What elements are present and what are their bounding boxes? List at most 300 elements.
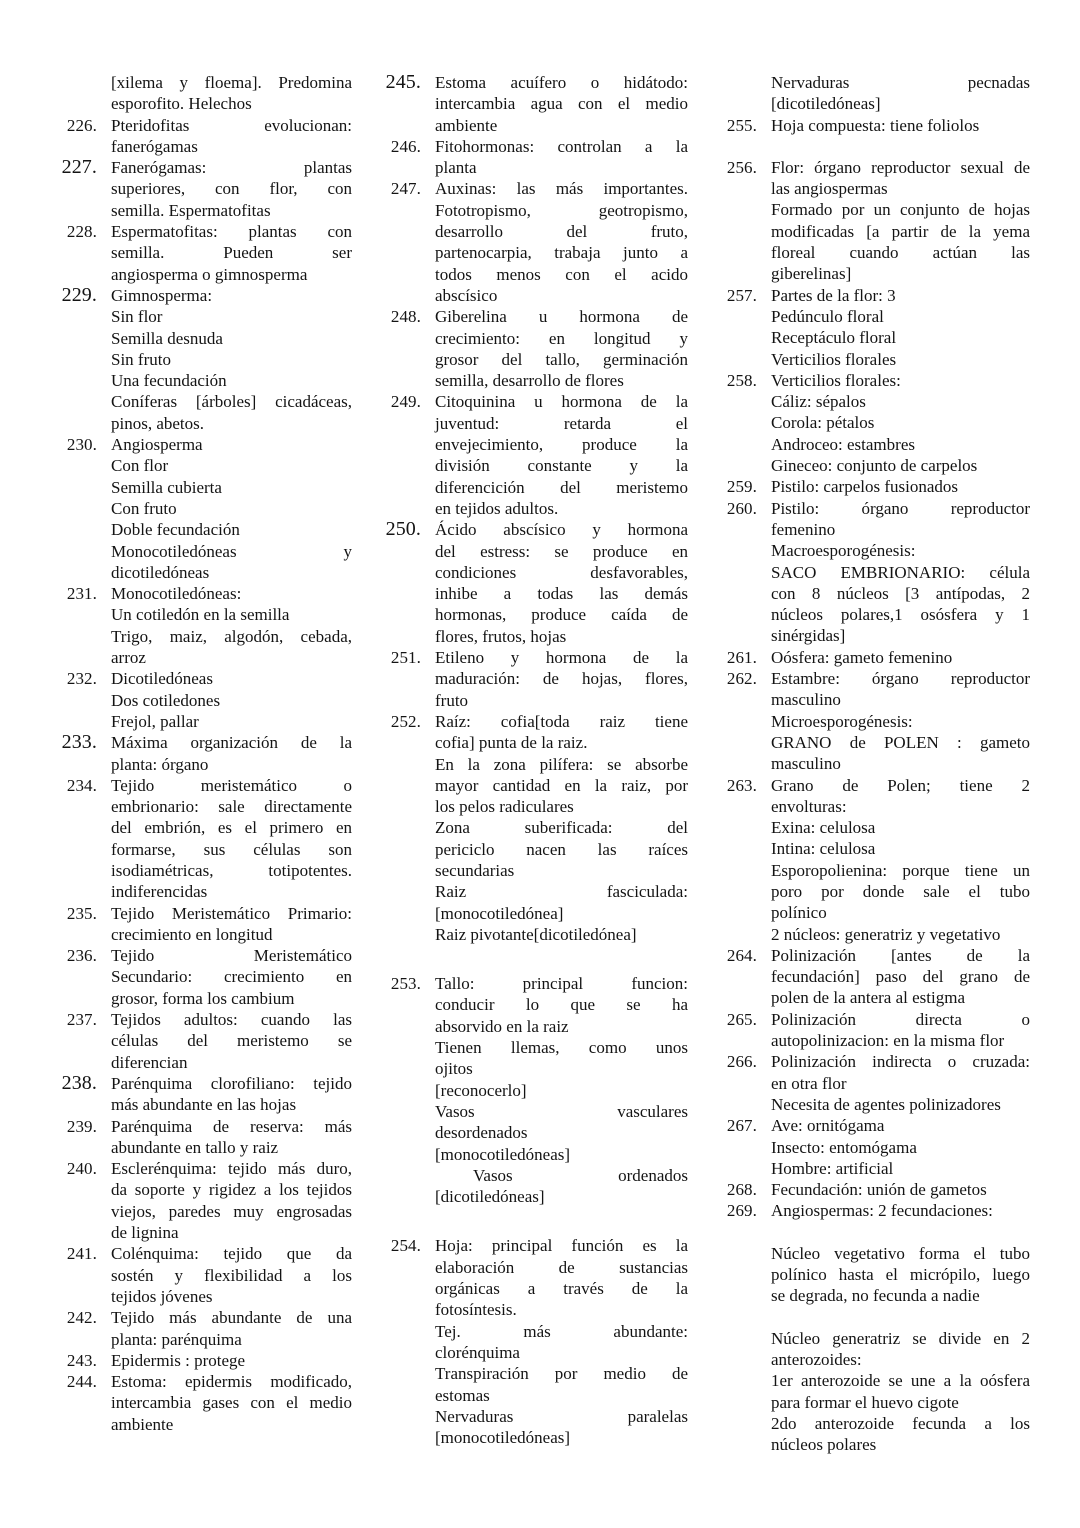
paragraph-gap — [374, 1207, 688, 1235]
entry-line: Polinización [antes de la — [771, 945, 1030, 965]
entry-line: Nervaduras paralelas — [435, 1406, 688, 1426]
entry-line: hormonas, produce caída de — [435, 605, 688, 625]
entry-line: Pteridofitas evolucionan: — [111, 115, 352, 135]
entry-body — [771, 945, 1030, 1009]
numbered-entry — [50, 285, 352, 434]
entry-line: en tejidos adultos. — [435, 498, 559, 518]
entry-line: Exina: celulosa — [771, 818, 876, 838]
entry-line: Dos cotiledones — [111, 690, 221, 710]
numbered-entry — [50, 775, 352, 903]
entry-body — [435, 711, 688, 945]
entry-line: dicotiledóneas — [111, 562, 210, 582]
entry-body — [111, 1307, 352, 1350]
entry-line: [monocotiledónea] — [435, 903, 564, 923]
numbered-entry — [50, 1158, 352, 1243]
entry-line: del embrión, es el primero en — [111, 818, 352, 838]
entry-line: fruto — [435, 690, 469, 710]
entry-number: 232. — [66, 669, 97, 689]
entry-body — [111, 775, 352, 903]
entry-line: [monocotiledóneas] — [435, 1144, 571, 1164]
entry-line: Polinización directa o — [771, 1009, 1030, 1029]
entry-line: anterozoides: — [771, 1349, 862, 1369]
paragraph-gap — [374, 945, 688, 973]
entry-line: Tejido meristemático o — [111, 775, 352, 795]
entry-body — [771, 115, 1030, 136]
entry-line: Tejido más abundante de una — [111, 1308, 352, 1328]
entry-line: Polinización indirecta o cruzada: — [771, 1052, 1030, 1072]
entry-line: Corola: pétalos — [771, 413, 875, 433]
entry-line: envolturas: — [771, 796, 847, 816]
entry-line: [xilema y floema]. Predomina — [111, 73, 352, 92]
entry-body — [771, 285, 1030, 370]
entry-line: Flor: órgano reproductor sexual de — [771, 157, 1030, 177]
entry-body — [111, 668, 352, 732]
entry-body — [111, 115, 352, 158]
entry-line: desordenados — [435, 1123, 528, 1143]
entry-body — [771, 1200, 1030, 1221]
entry-line: Frejol, pallar — [111, 711, 199, 731]
numbered-entry — [50, 1371, 352, 1435]
entry-line: estomas — [435, 1385, 490, 1405]
entry-line: indiferencidas — [111, 882, 208, 902]
entry-line: grosor, forma los cambium — [111, 988, 295, 1008]
entry-line: Fanerógamas: plantas — [111, 158, 352, 178]
entry-number: 267. — [726, 1116, 757, 1136]
numbered-entry — [710, 945, 1030, 1009]
entry-line: Trigo, maiz, algodón, cebada, — [111, 626, 352, 646]
entry-body — [111, 945, 352, 1009]
entry-body — [435, 72, 688, 136]
entry-number: 242. — [66, 1308, 97, 1328]
entry-line: [dicotiledóneas] — [771, 94, 881, 114]
continuation-entry — [710, 1328, 1030, 1456]
entry-line: sostén y flexibilidad a los — [111, 1265, 352, 1285]
entry-number: 261. — [726, 647, 757, 667]
entry-line: Etileno y hormona de la — [435, 648, 688, 668]
entry-number: 269. — [726, 1201, 757, 1221]
entry-line: Grano de Polen; tiene 2 — [771, 775, 1030, 795]
text-column-2 — [362, 72, 698, 1448]
entry-number: 233. — [61, 731, 97, 754]
entry-line: angiosperma o gimnosperma — [111, 264, 308, 284]
numbered-entry — [50, 1073, 352, 1116]
entry-line: modificadas [a partir de la yema — [771, 221, 1030, 241]
entry-body — [771, 370, 1030, 476]
entry-body — [771, 498, 1030, 647]
entry-line: Formado por un conjunto de hojas — [771, 200, 1030, 220]
entry-number: 256. — [726, 157, 757, 177]
entry-line: Semilla desnuda — [111, 328, 223, 348]
entry-body — [771, 476, 1030, 497]
numbered-entry — [710, 476, 1030, 497]
entry-line: Hombre: artificial — [771, 1158, 894, 1178]
entry-line: viejos, paredes muy engrosadas — [111, 1201, 352, 1221]
entry-line: Núcleo generatriz se divide en 2 — [771, 1328, 1030, 1348]
entry-number: 228. — [66, 222, 97, 242]
entry-number: 247. — [390, 179, 421, 199]
entry-number: 254. — [390, 1236, 421, 1256]
entry-line: las angiospermas — [771, 179, 888, 199]
entry-body — [435, 136, 688, 179]
entry-body — [111, 1116, 352, 1159]
entry-body — [111, 1009, 352, 1073]
entry-line: más abundante en las hojas — [111, 1095, 297, 1115]
entry-line: envejecimiento, produce la — [435, 435, 688, 455]
entry-line: planta — [435, 158, 477, 178]
numbered-entry — [710, 1200, 1030, 1221]
entry-number: 240. — [66, 1159, 97, 1179]
entry-line: Raiz pivotante[dicotiledónea] — [435, 924, 637, 944]
entry-line: grosor del tallo, germinación — [435, 349, 688, 369]
entry-line: Máxima organización de la — [111, 733, 352, 753]
entry-line: Raíz: cofia[toda raiz tiene — [435, 711, 688, 731]
numbered-entry — [374, 647, 688, 711]
entry-body — [111, 221, 352, 285]
entry-body — [435, 519, 688, 647]
entry-body — [771, 157, 1030, 285]
entry-line: Nervaduras pecnadas — [771, 73, 1030, 92]
entry-line: Macroesporogénesis: — [771, 541, 916, 561]
entry-line: Receptáculo floral — [771, 328, 897, 348]
entry-line: se degrada, no fecunda a nadie — [771, 1286, 980, 1306]
entry-line: Hoja: principal función es la — [435, 1236, 688, 1256]
entry-line: [monocotiledóneas] — [435, 1428, 571, 1448]
entry-line: isodiamétricas, totipotentes. — [111, 860, 352, 880]
entry-body — [111, 1350, 352, 1371]
entry-line: intercambia agua con el medio — [435, 94, 688, 114]
entry-line: Dicotiledóneas — [111, 669, 213, 689]
numbered-entry — [710, 498, 1030, 647]
numbered-entry — [710, 668, 1030, 774]
entry-line: los pelos radiculares — [435, 797, 574, 817]
entry-line: Citoquinina u hormona de la — [435, 392, 688, 412]
numbered-entry — [50, 668, 352, 732]
entry-line: intercambia gases con el medio — [111, 1393, 352, 1413]
entry-line: Verticilios florales — [771, 349, 897, 369]
entry-body — [111, 1371, 352, 1435]
entry-line: partenocarpia, trabaja junto a — [435, 243, 688, 263]
entry-line: elaboración de sustancias — [435, 1257, 688, 1277]
entry-line: ojitos — [435, 1059, 473, 1079]
entry-body — [435, 391, 688, 519]
entry-line: Secundario: crecimiento en — [111, 967, 352, 987]
entry-line: giberelinas] — [771, 264, 852, 284]
entry-body — [111, 1073, 352, 1116]
entry-body — [435, 178, 688, 306]
entry-body — [771, 775, 1030, 945]
entry-number: 259. — [726, 477, 757, 497]
entry-line: Parénquima de reserva: más — [111, 1116, 352, 1136]
entry-line: fanerógamas — [111, 136, 198, 156]
entry-line: Tejido Meristemático Primario: — [111, 903, 352, 923]
entry-line: semilla, desarrollo de flores — [435, 371, 624, 391]
numbered-entry — [50, 732, 352, 775]
entry-line: condiciones desfavorables, — [435, 562, 688, 582]
entry-line: Fitohormonas: controlan a la — [435, 136, 688, 156]
entry-line: Epidermis : protege — [111, 1350, 246, 1370]
paragraph-gap — [710, 136, 1030, 157]
entry-line: flores, frutos, hojas — [435, 626, 567, 646]
entry-body — [771, 72, 1030, 115]
entry-body — [435, 647, 688, 711]
entry-line: orgánicas a través de la — [435, 1279, 688, 1299]
entry-number: 266. — [726, 1052, 757, 1072]
numbered-entry — [710, 647, 1030, 668]
entry-line: del estress: se produce en — [435, 541, 688, 561]
entry-line: Pedúnculo floral — [771, 306, 884, 326]
entry-body — [771, 1009, 1030, 1052]
entry-line: polen de la antera al estigma — [771, 988, 965, 1008]
entry-number: 264. — [726, 945, 757, 965]
entry-line: Ácido abscísico y hormona — [435, 520, 688, 540]
entry-body — [111, 1243, 352, 1307]
entry-body — [771, 1243, 1030, 1307]
entry-line: Doble fecundación — [111, 520, 240, 540]
entry-line: maduración: de hojas, flores, — [435, 669, 688, 689]
numbered-entry — [374, 178, 688, 306]
entry-line: ambiente — [435, 115, 498, 135]
entry-body — [771, 1115, 1030, 1179]
numbered-entry — [710, 1051, 1030, 1115]
entry-line: Coníferas [árboles] cicadáceas, — [111, 392, 352, 412]
entry-line: abscísico — [435, 285, 498, 305]
entry-line: ambiente — [111, 1414, 174, 1434]
numbered-entry — [374, 391, 688, 519]
entry-number: 253. — [390, 974, 421, 994]
entry-line: Tej. más abundante: — [435, 1321, 688, 1341]
entry-line: núcleos polares,1 osósfera y 1 — [771, 605, 1030, 625]
entry-number: 235. — [66, 903, 97, 923]
entry-line: cofia] punta de la raiz. — [435, 733, 588, 753]
entry-line: diferencición del meristemo — [435, 477, 688, 497]
entry-line: periciclo nacen las raíces — [435, 839, 688, 859]
entry-line: femenino — [771, 519, 836, 539]
entry-line: planta: órgano — [111, 754, 209, 774]
entry-line: polínico hasta el micrópilo, luego — [771, 1265, 1030, 1285]
continuation-entry — [50, 72, 352, 115]
entry-line: Vasos ordenados — [473, 1165, 688, 1185]
entry-line: planta: parénquima — [111, 1329, 242, 1349]
entry-line: Sin fruto — [111, 349, 171, 369]
entry-number: 260. — [726, 498, 757, 518]
entry-line: mayor cantidad en la raiz, por — [435, 775, 688, 795]
entry-line: masculino — [771, 754, 841, 774]
numbered-entry — [374, 72, 688, 136]
entry-line: Colénquima: tejido que da — [111, 1244, 352, 1264]
numbered-entry — [710, 115, 1030, 136]
continuation-entry — [710, 1243, 1030, 1307]
numbered-entry — [50, 945, 352, 1009]
entry-number: 227. — [61, 156, 97, 179]
entry-line: Con flor — [111, 456, 169, 476]
entry-line: en otra flor — [771, 1073, 847, 1093]
entry-line: conducir lo que se ha — [435, 995, 688, 1015]
entry-line: Verticilios florales: — [771, 370, 901, 390]
entry-line: clorénquima — [435, 1342, 520, 1362]
column-container — [0, 72, 1080, 1455]
entry-line: embrionario: sale directamente — [111, 797, 352, 817]
entry-line: fotosíntesis. — [435, 1300, 517, 1320]
entry-number: 230. — [66, 435, 97, 455]
entry-line: 2 núcleos: generatriz y vegetativo — [771, 924, 1001, 944]
continuation-entry — [710, 72, 1030, 115]
entry-line: abundante en tallo y raiz — [111, 1137, 279, 1157]
entry-number: 229. — [61, 283, 97, 306]
entry-body — [435, 306, 688, 391]
entry-number: 268. — [726, 1180, 757, 1200]
entry-line: En la zona pilífera: se absorbe — [435, 754, 688, 774]
entry-body — [111, 434, 352, 583]
numbered-entry — [50, 1307, 352, 1350]
entry-line: polínico — [771, 903, 827, 923]
entry-line: Tallo: principal funcion: — [435, 974, 688, 994]
entry-line: Intina: celulosa — [771, 839, 876, 859]
entry-line: Insecto: entomógama — [771, 1137, 917, 1157]
entry-line: esporofito. Helechos — [111, 94, 252, 114]
entry-number: 244. — [66, 1372, 97, 1392]
entry-number: 265. — [726, 1009, 757, 1029]
entry-line: arroz — [111, 648, 146, 668]
entry-line: [reconocerlo] — [435, 1080, 527, 1100]
entry-line: floreal cuando actúan las — [771, 243, 1030, 263]
entry-line: diferencian — [111, 1052, 188, 1072]
entry-line: Estoma acuífero o hidátodo: — [435, 73, 688, 92]
entry-body — [435, 973, 688, 1207]
entry-line: tejidos jóvenes — [111, 1286, 213, 1306]
entry-line: Giberelina u hormona de — [435, 307, 688, 327]
entry-line: Androceo: estambres — [771, 434, 915, 454]
entry-line: Fecundación: unión de gametos — [771, 1180, 987, 1200]
entry-line: células del meristemo se — [111, 1031, 352, 1051]
entry-line: Oósfera: gameto femenino — [771, 647, 953, 667]
numbered-entry — [710, 157, 1030, 285]
numbered-entry — [710, 370, 1030, 476]
entry-line: Zona suberificada: del — [435, 818, 688, 838]
entry-line: Transpiración por medio de — [435, 1364, 688, 1384]
entry-number: 234. — [66, 775, 97, 795]
entry-number: 236. — [66, 946, 97, 966]
entry-line: Pistilo: órgano reproductor — [771, 498, 1030, 518]
numbered-entry — [374, 1235, 688, 1448]
entry-line: inhibe a todas las demás — [435, 584, 688, 604]
entry-number: 263. — [726, 775, 757, 795]
numbered-entry — [50, 1116, 352, 1159]
entry-line: GRANO de POLEN : gameto — [771, 732, 1030, 752]
entry-number: 241. — [66, 1244, 97, 1264]
numbered-entry — [374, 136, 688, 179]
entry-body — [111, 157, 352, 221]
entry-line: Estambre: órgano reproductor — [771, 669, 1030, 689]
entry-number: 245. — [385, 71, 421, 93]
numbered-entry — [50, 583, 352, 668]
entry-line: crecimiento en longitud — [111, 924, 273, 944]
entry-line: formarse, sus células son — [111, 839, 352, 859]
entry-line: semilla. Espermatofitas — [111, 200, 271, 220]
entry-line: Fototropismo, geotropismo, — [435, 200, 688, 220]
numbered-entry — [374, 711, 688, 945]
entry-body — [771, 1051, 1030, 1115]
entry-line: Tejido Meristemático — [111, 946, 352, 966]
entry-number: 255. — [726, 115, 757, 135]
entry-body — [771, 647, 1030, 668]
entry-line: Núcleo vegetativo forma el tubo — [771, 1243, 1030, 1263]
entry-body — [771, 1328, 1030, 1456]
entry-line: juventud: retarda el — [435, 413, 688, 433]
paragraph-gap — [710, 1307, 1030, 1328]
entry-line: Una fecundación — [111, 371, 227, 391]
entry-line: Ave: ornitógama — [771, 1116, 885, 1136]
entry-line: Espermatofitas: plantas con — [111, 222, 352, 242]
entry-line: crecimiento: en longitud y — [435, 328, 688, 348]
numbered-entry — [50, 221, 352, 285]
numbered-entry — [50, 903, 352, 946]
entry-number: 238. — [61, 1071, 97, 1094]
entry-line: Necesita de agentes polinizadores — [771, 1094, 1001, 1114]
entry-line: Un cotiledón en la semilla — [111, 605, 290, 625]
entry-body — [111, 72, 352, 115]
entry-number: 262. — [726, 669, 757, 689]
numbered-entry — [50, 115, 352, 158]
entry-line: Vasos vasculares — [435, 1101, 688, 1121]
entry-line: Raiz fasciculada: — [435, 882, 688, 902]
numbered-entry — [374, 306, 688, 391]
numbered-entry — [50, 1009, 352, 1073]
entry-body — [771, 1179, 1030, 1200]
entry-number: 257. — [726, 285, 757, 305]
entry-line: Tienen llemas, como unos — [435, 1038, 688, 1058]
entry-line: desarrollo del fruto, — [435, 222, 688, 242]
entry-line: Angiospermas: 2 fecundaciones: — [771, 1201, 993, 1221]
entry-body — [111, 1158, 352, 1243]
text-column-1 — [0, 72, 362, 1435]
entry-line: semilla. Pueden ser — [111, 243, 352, 263]
entry-line: Gimnosperma: — [111, 285, 213, 305]
entry-line: con 8 núcleos [3 antípodas, 2 — [771, 583, 1030, 603]
entry-line: autopolinizacion: en la misma flor — [771, 1031, 1005, 1051]
paragraph-gap — [710, 1222, 1030, 1243]
numbered-entry — [50, 157, 352, 221]
numbered-entry — [50, 1350, 352, 1371]
entry-line: 2do anterozoide fecunda a los — [771, 1413, 1030, 1433]
numbered-entry — [710, 285, 1030, 370]
entry-body — [771, 668, 1030, 774]
numbered-entry — [50, 1243, 352, 1307]
entry-line: todos menos con el acido — [435, 264, 688, 284]
entry-line: sinérgidas] — [771, 626, 846, 646]
entry-line: Monocotiledóneas y — [111, 541, 352, 561]
entry-number: 258. — [726, 370, 757, 390]
entry-number: 226. — [66, 115, 97, 135]
entry-body — [111, 732, 352, 775]
entry-line: Auxinas: las más importantes. — [435, 179, 688, 199]
entry-number: 248. — [390, 307, 421, 327]
entry-body — [111, 285, 352, 434]
numbered-entry — [710, 775, 1030, 945]
entry-line: masculino — [771, 690, 841, 710]
entry-line: Esporopolienina: porque tiene un — [771, 860, 1030, 880]
entry-body — [111, 583, 352, 668]
entry-number: 251. — [390, 648, 421, 668]
entry-line: Microesporogénesis: — [771, 711, 913, 731]
entry-body — [435, 1235, 688, 1448]
entry-line: Pistilo: carpelos fusionados — [771, 477, 958, 497]
entry-line: secundarias — [435, 860, 515, 880]
entry-line: SACO EMBRIONARIO: célula — [771, 562, 1030, 582]
entry-line: Cáliz: sépalos — [771, 392, 866, 412]
entry-number: 237. — [66, 1010, 97, 1030]
entry-line: da soporte y rigidez a los tejidos — [111, 1180, 352, 1200]
entry-line: [dicotiledóneas] — [435, 1187, 545, 1207]
